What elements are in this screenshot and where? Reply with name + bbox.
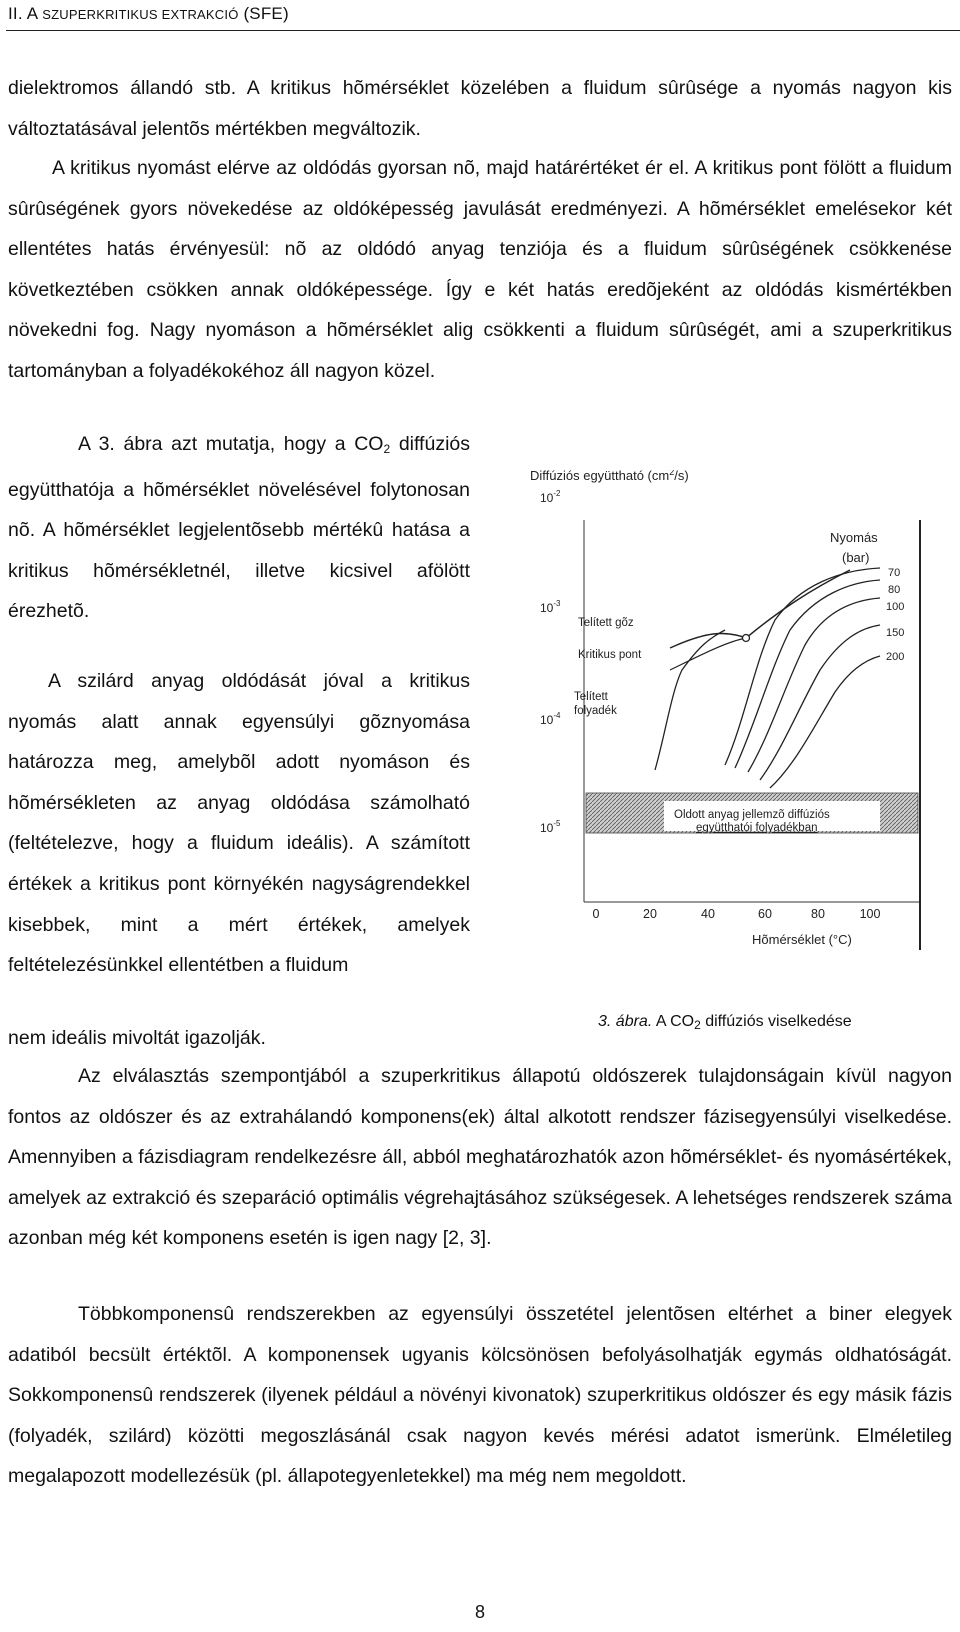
paragraph-4: A szilárd anyag oldódását jóval a kritikus nyomás alatt annak egyensúlyi gõznyomása határozza meg, amelybõl adott nyomáson és hõmérsékleten az anyag oldódása számolható (feltételezve, hogy a fluidum ideális). A számított értékek a kritikus pont környékén nagyságrendekkel kisebbek, mint a mért értékek, amelyek feltételezésünkkel ellentétben a fluidum (8, 670, 470, 977)
y-tick-label: $10^{-5}$ (540, 819, 561, 835)
paragraph-4-end: nem ideális mivoltát igazolják. (8, 1027, 266, 1049)
figure-caption: 3. ábra. A $CO_2$ diffúziós viselkedése (598, 1013, 852, 1032)
paragraph-5: Az elválasztás szempontjából a szuperkritikus állapotú oldószerek tulajdonságain kívül nagyon fontos az oldószer és az extrahálandó komponens(ek) által alkotott rendszer fázisegyensúlyi viselkedése. Amennyiben a fázisdiagram rendelkezésre áll, abból meghatározhatók azon hõmérséklet- és nyomásértékek, amelyek az extrakció és szeparáció optimális végrehajtásához szükségesek. A lehetséges rendszerek száma azonban még két komponens esetén is igen nagy [2, 3]. (8, 1065, 952, 1250)
x-tick-label: 40 (701, 907, 715, 921)
band-label: együtthatói folyadékban (696, 822, 818, 834)
paragraph-2: A kritikus nyomást elérve az oldódás gyorsan nõ, majd határértéket ér el. A kritikus pont fölött a fluidum sûrûségének gyors növekedése az oldóképesség javulását eredményezi. A hõmérséklet emelésekor két ellentétes hatás érvényesül: nõ az oldódó anyag tenziója és a fluidum sûrûségének csökkenése következtében csökken annak oldóképessége. Így e két hatás eredõjeként az oldódás kismértékben növekedni fog. Nagy nyomáson a hõmérséklet alig csökkenti a fluidum sûrûségét, ami a szuperkritikus tartományban a folyadékokéhoz áll nagyon közel. (8, 157, 952, 382)
x-tick-label: 60 (758, 907, 772, 921)
saturated-liquid-curve (655, 630, 725, 770)
page-number: 8 (474, 1602, 485, 1622)
x-tick-label: 80 (811, 907, 825, 921)
pressure-legend-title: Nyomás (830, 530, 878, 545)
isobar-200 (770, 656, 880, 788)
paragraph-3: A 3. ábra azt mutatja, hogy a $CO_2$ diffúziós együtthatója a hõmérséklet növelésével folytonosan nõ. A hõmérséklet legjelentõsebb mértékû hatása a kritikus hõmérsékletnél, illetve kicsivel afölött érezhetõ. (8, 433, 470, 623)
saturated-liquid-label: folyadék (574, 705, 617, 717)
pressure-label: 150 (886, 627, 905, 639)
pressure-legend-unit: (bar) (842, 550, 870, 565)
critical-point-marker (743, 635, 750, 642)
saturated-liquid-label: Telített (574, 691, 608, 703)
diffusion-chart (520, 470, 960, 1030)
x-tick-label: 100 (859, 907, 881, 921)
x-axis-label: Hõmérséklet (°C) (752, 932, 852, 947)
figure-3 (520, 470, 960, 1030)
x-tick-label: 0 (592, 907, 600, 921)
y-tick-label: $10^{-3}$ (540, 599, 561, 615)
band-label: Oldott anyag jellemzõ diffúziós (674, 809, 830, 821)
pressure-label: 70 (888, 567, 901, 579)
paragraph-1: dielektromos állandó stb. A kritikus hõmérséklet közelében a fluidum sûrûsége a nyomás nagyon kis változtatásával jelentõs mértékben megváltozik. (8, 77, 952, 140)
pressure-label: 100 (886, 601, 905, 613)
saturated-vapor-label: Telített gõz (578, 617, 634, 629)
x-tick-label: 20 (643, 907, 657, 921)
pressure-label: 200 (886, 651, 905, 663)
y-tick-label: $10^{-4}$ (540, 711, 561, 727)
pressure-label: 80 (888, 584, 901, 596)
critical-point-label: Kritikus pont (578, 649, 642, 661)
y-tick-label: $10^{-2}$ (540, 489, 561, 505)
paragraph-6: Többkomponensû rendszerekben az egyensúlyi összetétel jelentõsen eltérhet a biner elegyek adatiból becsült értéktõl. A komponensek ugyanis kölcsönösen befolyásolhatják egymás oldhatóságát. Sokkomponensû rendszerek (ilyenek például a növényi kivonatok) szuperkritikus oldószer és egy másik fázis (folyadék, szilárd) közötti megoszlásánál csak nagyon kevés mérési adatot ismerünk. Elméletileg megalapozott modellezésük (pl. állapotegyenletekkel) ma még nem megoldott. (8, 1303, 952, 1488)
y-axis-label: Diffúziós együttható $(cm^2/s)$ (530, 470, 689, 483)
running-header: II. A SZUPERKRITIKUS EXTRAKCIÓ (SFE) (8, 4, 289, 23)
header-rule (6, 30, 960, 31)
isobar-150 (760, 625, 880, 780)
